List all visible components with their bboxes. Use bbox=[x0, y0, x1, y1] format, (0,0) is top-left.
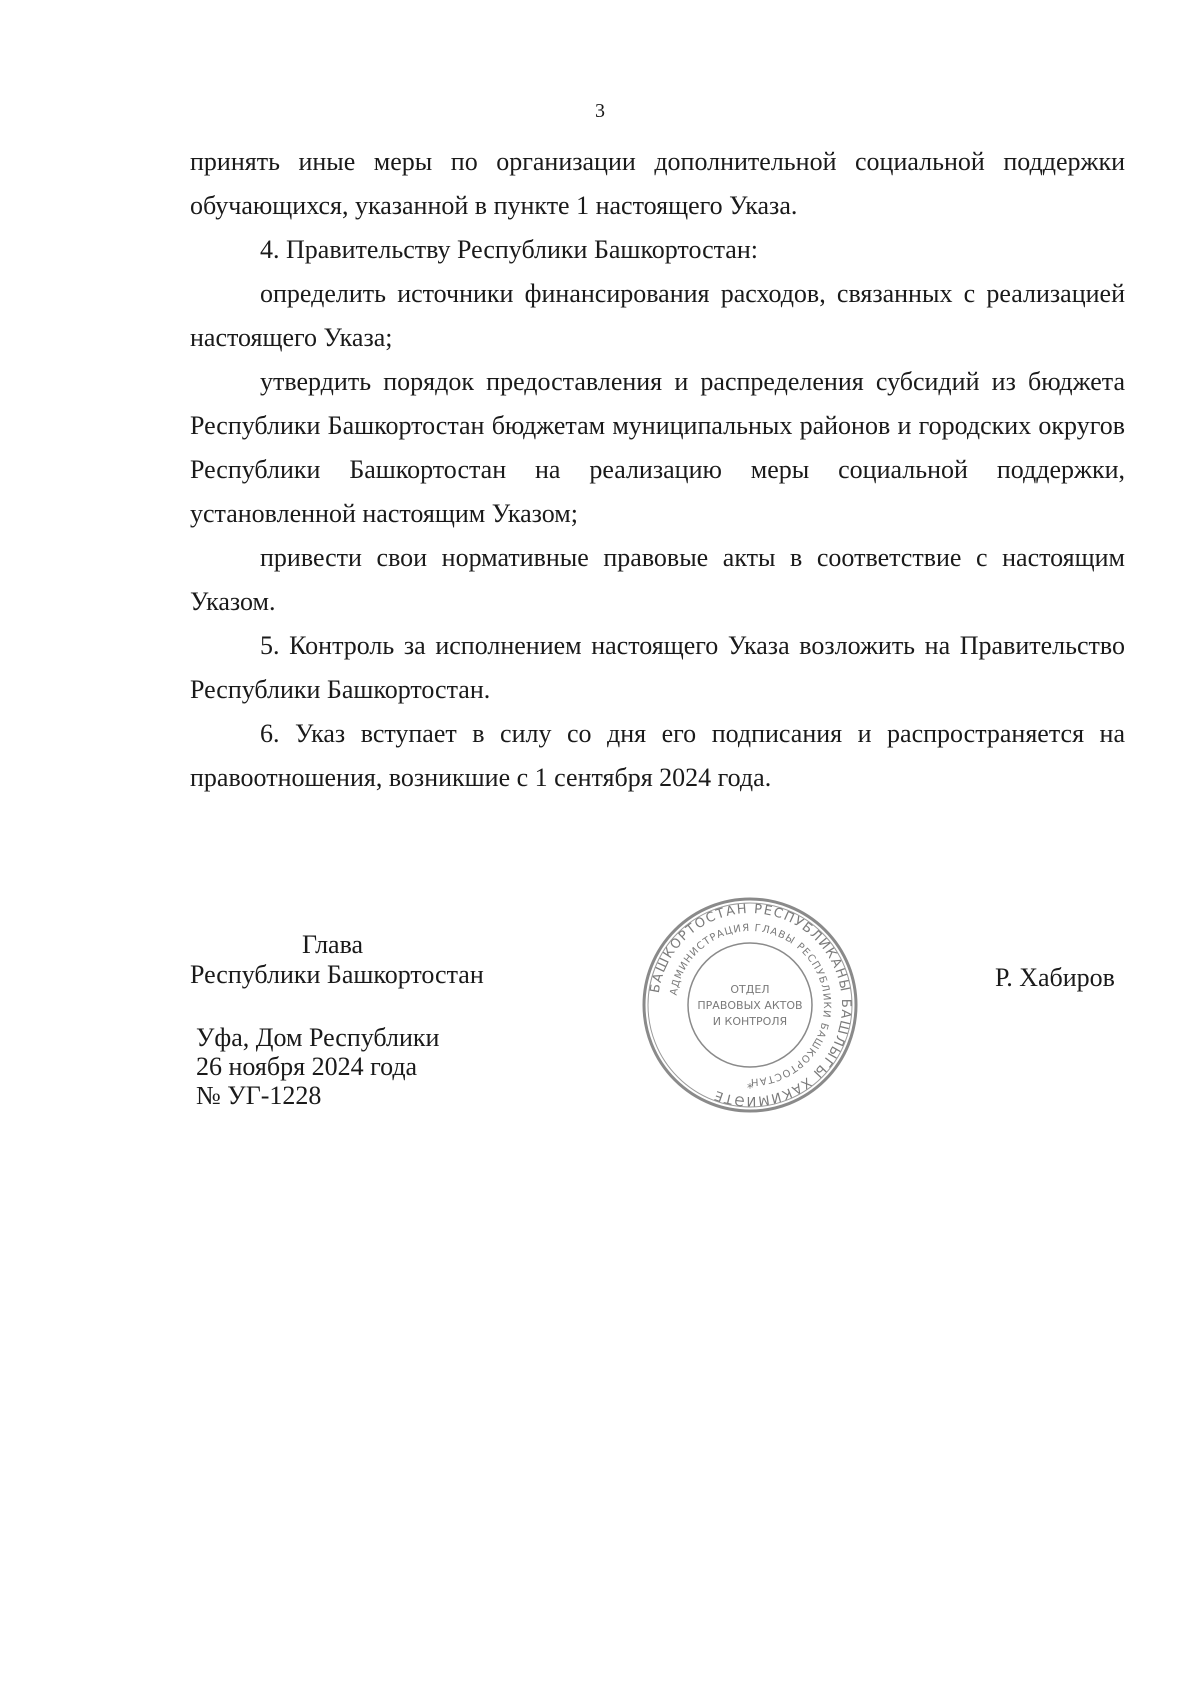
signatory-title-line1: Глава bbox=[302, 930, 364, 959]
signatory-name: Р. Хабиров bbox=[995, 963, 1115, 992]
decree-body bbox=[190, 140, 1125, 800]
issue-date: 26 ноября 2024 года bbox=[196, 1052, 418, 1081]
issue-details bbox=[196, 1023, 439, 1110]
official-stamp bbox=[640, 895, 860, 1115]
paragraph-subsidies: утвердить порядок предоставления и распределения субсидий из бюджета Республики Башкортостан бюджетам муниципальных районов и городских округов Республики Башкортостан на реализацию меры социальной поддержки, установленной настоящим Указом; bbox=[190, 367, 1125, 528]
paragraph-item-5: 5. Контроль за исполнением настоящего Указа возложить на Правительство Республики Башкортостан. bbox=[190, 631, 1125, 704]
stamp-star-icon: * bbox=[747, 1081, 753, 1095]
issue-place: Уфа, Дом Республики bbox=[196, 1023, 440, 1052]
paragraph-continuation: принять иные меры по организации дополнительной социальной поддержки обучающихся, указанной в пункте 1 настоящего Указа. bbox=[190, 147, 1125, 220]
stamp-center-line1: ОТДЕЛ bbox=[730, 983, 770, 996]
paragraph-item-4: 4. Правительству Республики Башкортостан: bbox=[260, 235, 758, 264]
stamp-inner-text: АДМИНИСТРАЦИЯ ГЛАВЫ РЕСПУБЛИКИ БАШКОРТОСТАН bbox=[668, 922, 833, 1088]
issue-number: № УГ-1228 bbox=[196, 1081, 322, 1110]
paragraph-legal-acts: привести свои нормативные правовые акты в соответствие с настоящим Указом. bbox=[190, 543, 1125, 616]
stamp-center-line2: ПРАВОВЫХ АКТОВ bbox=[697, 999, 803, 1012]
page-number: 3 bbox=[595, 100, 605, 122]
signatory-title bbox=[190, 930, 484, 990]
paragraph-item-6: 6. Указ вступает в силу со дня его подписания и распространяется на правоотношения, возникшие с 1 сентября 2024 года. bbox=[190, 719, 1125, 792]
stamp-center-line3: И КОНТРОЛЯ bbox=[712, 1015, 788, 1028]
paragraph-financing: определить источники финансирования расходов, связанных с реализацией настоящего Указа; bbox=[190, 279, 1125, 352]
signatory-title-line2: Республики Башкортостан bbox=[190, 960, 484, 989]
stamp-outer-text: БАШКОРТОСТАН РЕСПУБЛИКАНЫ БАШЛЫГЫ ХАКИМИӘТЕ bbox=[647, 901, 854, 1109]
